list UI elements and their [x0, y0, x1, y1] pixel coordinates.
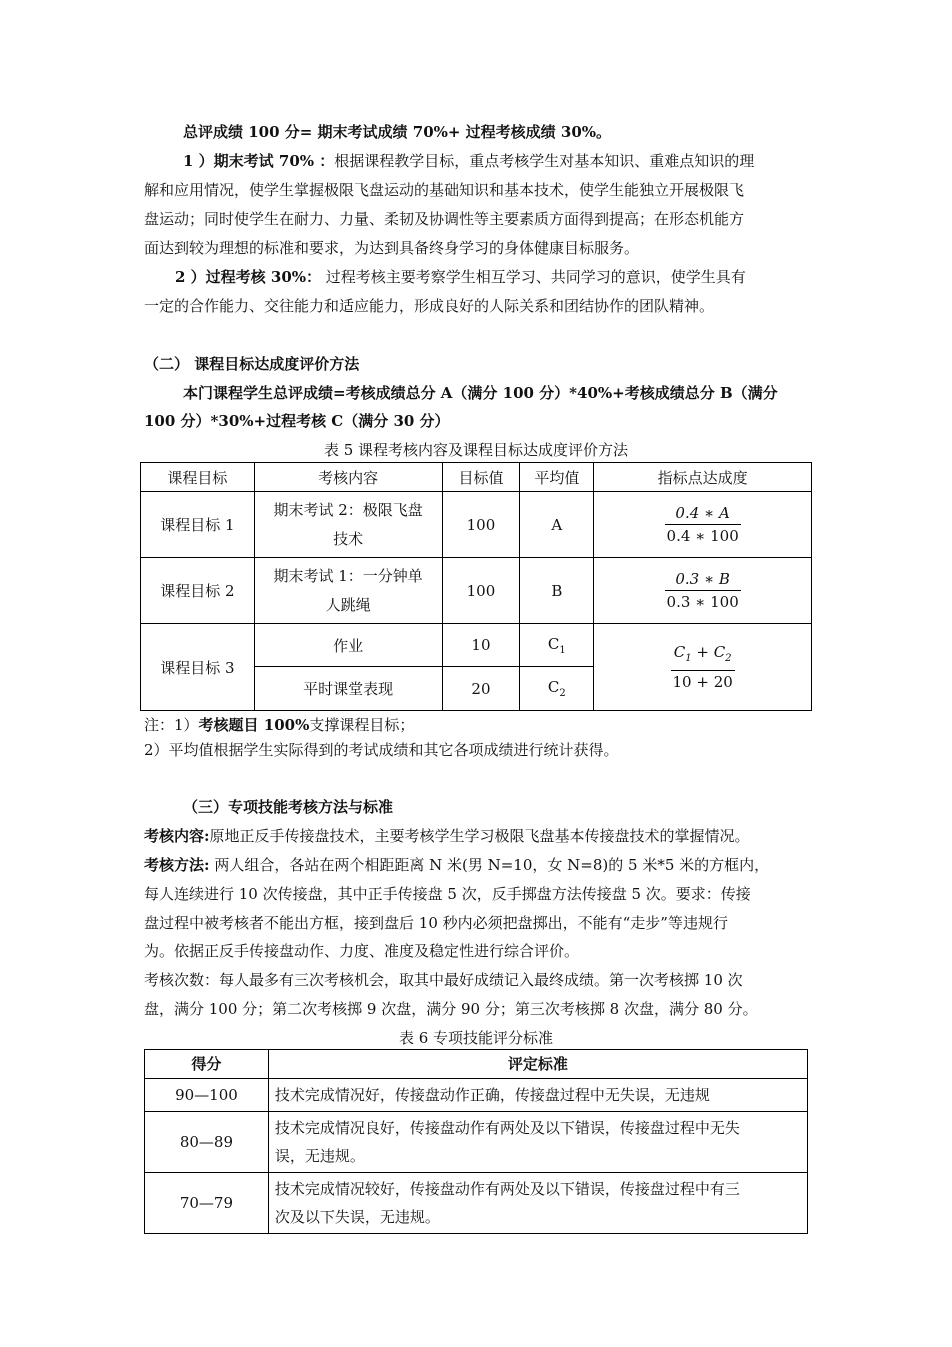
item2-line-2: 一定的合作能力、交往能力和适应能力，形成良好的人际关系和团结协作的团队精神。 [144, 297, 715, 315]
criteria-cell: 技术完成情况好，传接盘动作正确，传接盘过程中无失误，无违规 [268, 1079, 807, 1112]
fraction-numerator [672, 642, 734, 670]
item2-first-line [175, 267, 746, 287]
target-cell: 20 [442, 667, 520, 711]
table5-header-content: 考核内容 [254, 463, 442, 492]
average-symbol: C [547, 678, 560, 696]
assessment-content-label: 考核内容: [144, 827, 210, 845]
score-cell: 90—100 [145, 1079, 269, 1112]
note-2: 2）平均值根据学生实际得到的考试成绩和其它各项成绩进行统计获得。 [144, 741, 619, 759]
item2-text: 过程考核主要考察学生相互学习、共同学习的意识，使学生具有 [321, 268, 746, 286]
table6 [144, 1049, 808, 1234]
fraction-denominator: 0.3 ∗ 100 [665, 590, 741, 612]
table-row [141, 558, 812, 624]
table6-header-row [145, 1050, 808, 1079]
table-row [145, 1079, 808, 1112]
subscript: 2 [725, 653, 732, 664]
table-row [145, 1112, 808, 1173]
criteria-line: 次及以下失误，无违规。 [274, 1208, 440, 1226]
content-line: 人跳绳 [325, 595, 371, 614]
total-score-formula: 总评成绩 100 分= 期末考试成绩 70%+ 过程考核成绩 30%。 [183, 123, 612, 141]
table-row [141, 492, 812, 558]
average-cell: B [520, 558, 594, 624]
table5-header-achievement: 指标点达成度 [594, 463, 812, 492]
criteria-cell [268, 1173, 807, 1234]
score-cell: 80—89 [145, 1112, 269, 1173]
content-cell [254, 492, 442, 558]
note-1 [144, 715, 414, 735]
achievement-formula [594, 558, 812, 624]
average-subscript: 1 [559, 644, 566, 656]
content-cell [254, 558, 442, 624]
assessment-method-line4: 为。依据正反手传接盘动作、力度、准度及稳定性进行综合评价。 [144, 942, 580, 960]
table6-header-score: 得分 [145, 1050, 269, 1079]
average-symbol: C [547, 634, 560, 653]
note-1-prefix: 注：1） [144, 716, 199, 734]
goal-cell: 课程目标 2 [141, 558, 255, 624]
section3-heading: （三）专项技能考核方法与标准 [183, 798, 394, 816]
section2-formula-line2: 100 分）*30%+过程考核 C（满分 30 分） [144, 412, 450, 430]
assessment-times-line2: 盘，满分 100 分；第二次考核掷 9 次盘，满分 90 分；第三次考核掷 8 次盘，满分 80 分。 [144, 1000, 758, 1018]
content-line: 技术 [333, 529, 364, 548]
fraction [665, 503, 741, 546]
plus-sign: + [691, 643, 714, 661]
item1-heading: 1 ）期末考试 70% ： [183, 152, 335, 170]
content-cell: 平时课堂表现 [254, 667, 442, 711]
item1-text: 根据课程教学目标，重点考核学生对基本知识、重难点知识的理 [334, 152, 755, 170]
assessment-method-line1 [144, 855, 769, 875]
target-cell: 10 [442, 624, 520, 667]
achievement-formula [594, 624, 812, 711]
assessment-method-label: 考核方法: [144, 856, 210, 874]
table5-caption: 表 5 课程考核内容及课程目标达成度评价方法 [323, 441, 629, 459]
content-line: 期末考试 2：极限飞盘 [273, 500, 423, 519]
fraction-numerator: 0.4 ∗ A [675, 504, 730, 522]
table-row [145, 1173, 808, 1234]
fraction-numerator: 0.3 ∗ B [675, 570, 730, 588]
symbol: C [673, 643, 686, 661]
assessment-method-line3: 盘过程中被考核者不能出方框，接到盘后 10 秒内必须把盘掷出，不能有“走步”等违规行 [144, 914, 728, 932]
symbol: C [713, 643, 726, 661]
table6-header-criteria: 评定标准 [268, 1050, 807, 1079]
item1-line-4: 面达到较为理想的标准和要求，为达到具备终身学习的身体健康目标服务。 [144, 239, 640, 257]
target-cell: 100 [442, 558, 520, 624]
fraction [671, 642, 735, 692]
table5-header-average: 平均值 [520, 463, 594, 492]
section2-heading: （二） 课程目标达成度评价方法 [144, 355, 360, 373]
note-1-suffix: 支撑课程目标； [309, 716, 415, 734]
criteria-line: 误，无违规。 [274, 1147, 365, 1165]
content-line: 期末考试 1：一分钟单 [273, 566, 423, 585]
table5 [140, 462, 812, 711]
score-cell: 70—79 [145, 1173, 269, 1234]
table5-header-goal: 课程目标 [141, 463, 255, 492]
criteria-line: 技术完成情况良好，传接盘动作有两处及以下错误，传接盘过程中无失 [274, 1119, 740, 1137]
assessment-method-text: 两人组合，各站在两个相距距离 N 米(男 N=10，女 N=8)的 5 米*5 米的方框内， [209, 856, 770, 874]
table5-header-row [141, 463, 812, 492]
content-cell: 作业 [254, 624, 442, 667]
note-1-bold: 考核题目 100% [198, 716, 310, 734]
average-cell [520, 624, 594, 667]
table-row [141, 624, 812, 667]
subscript: 1 [685, 653, 692, 664]
table5-header-target: 目标值 [442, 463, 520, 492]
table6-caption: 表 6 专项技能评分标准 [398, 1029, 554, 1047]
goal-cell: 课程目标 1 [141, 492, 255, 558]
fraction-denominator: 10 + 20 [671, 670, 735, 692]
fraction [665, 569, 741, 612]
item1-line-2: 解和应用情况，使学生掌握极限飞盘运动的基础知识和基本技术，使学生能独立开展极限飞 [144, 181, 745, 199]
assessment-content-text: 原地正反手传接盘技术，主要考核学生学习极限飞盘基本传接盘技术的掌握情况。 [209, 827, 750, 845]
item1-line-3: 盘运动；同时使学生在耐力、力量、柔韧及协调性等主要素质方面得到提高；在形态机能方 [144, 210, 745, 228]
criteria-line: 技术完成情况较好，传接盘动作有两处及以下错误，传接盘过程中有三 [274, 1180, 740, 1198]
average-cell: A [520, 492, 594, 558]
assessment-times-line1: 考核次数：每人最多有三次考核机会，取其中最好成绩记入最终成绩。第一次考核掷 10 次 [144, 971, 743, 989]
item1-first-line [183, 151, 754, 171]
item2-heading: 2 ）过程考核 30%： [175, 268, 322, 286]
average-cell [520, 667, 594, 711]
goal-cell: 课程目标 3 [141, 624, 255, 711]
assessment-method-line2: 每人连续进行 10 次传接盘，其中正手传接盘 5 次，反手掷盘方法传接盘 5 次。要求：传接 [144, 885, 751, 903]
section2-formula-line1: 本门课程学生总评成绩=考核成绩总分 A（满分 100 分）*40%+考核成绩总分 B（满分 [183, 384, 778, 402]
criteria-cell [268, 1112, 807, 1173]
fraction-denominator: 0.4 ∗ 100 [665, 524, 741, 546]
assessment-content [144, 826, 750, 846]
achievement-formula [594, 492, 812, 558]
target-cell: 100 [442, 492, 520, 558]
average-subscript: 2 [559, 688, 566, 699]
